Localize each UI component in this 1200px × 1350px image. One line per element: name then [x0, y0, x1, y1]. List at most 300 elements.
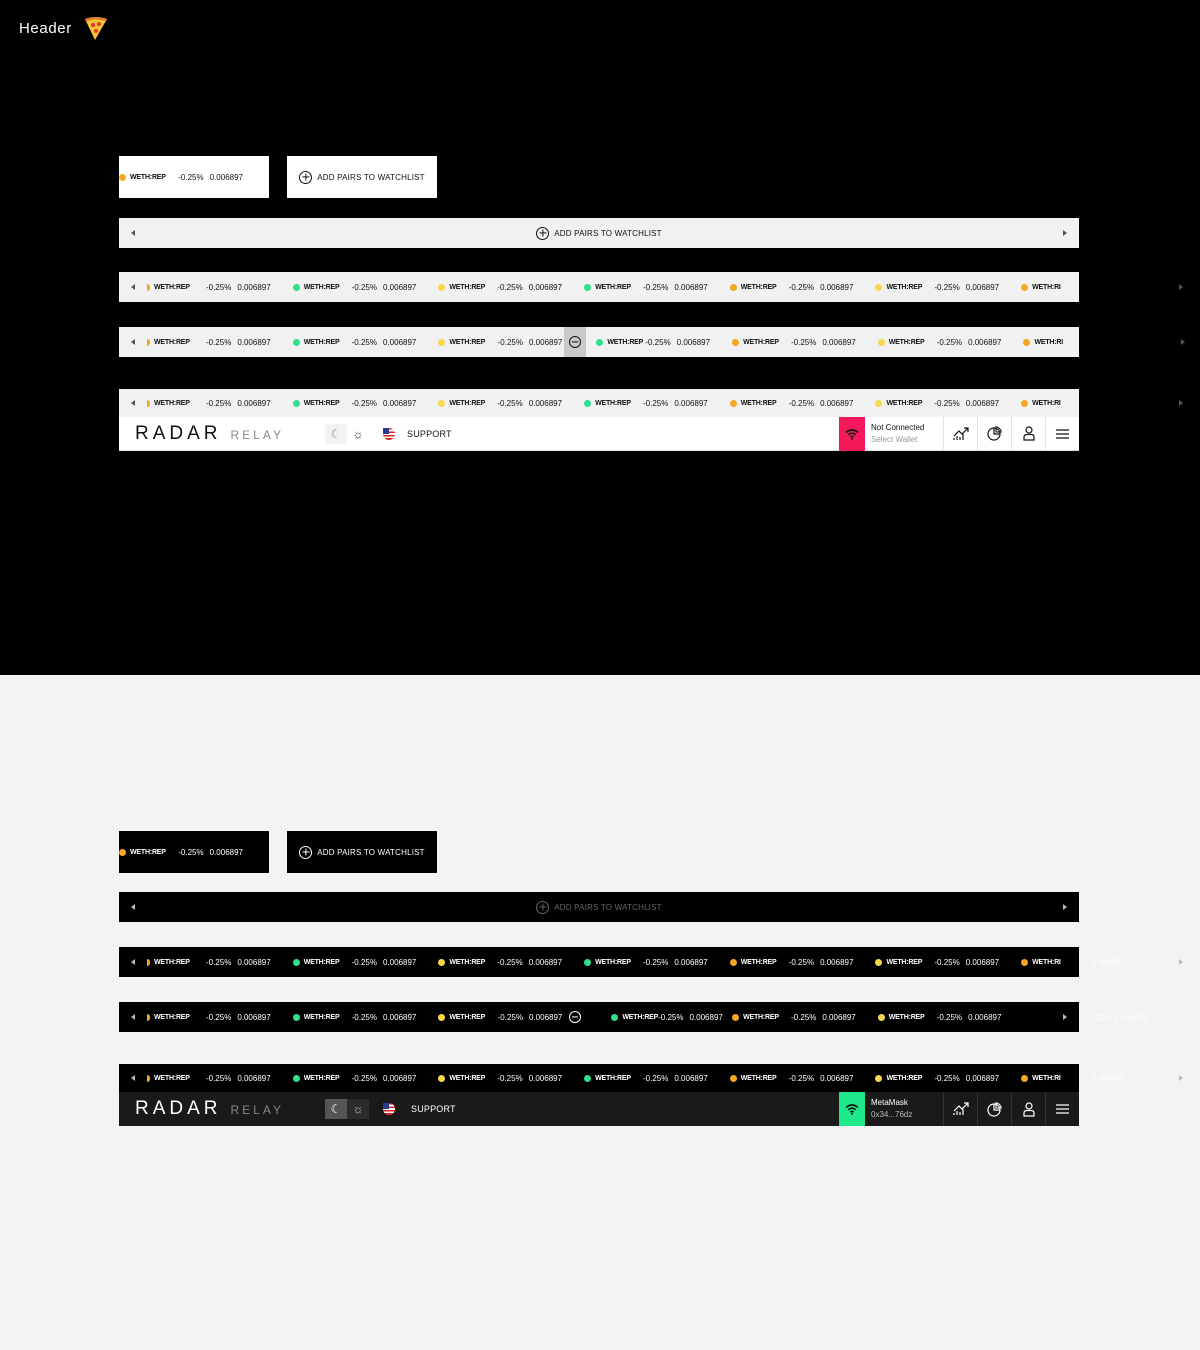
pair-change: -0.25% — [205, 282, 232, 292]
ticker-item[interactable] — [732, 1013, 878, 1022]
pair-name: WETH:REP — [154, 338, 190, 346]
pie-chart-icon — [987, 426, 1002, 441]
status-dot — [147, 1014, 150, 1021]
status-dot — [875, 959, 882, 966]
pair-name: WETH:REP — [303, 1013, 340, 1021]
ticker-item[interactable] — [438, 958, 584, 967]
ticker-bar — [119, 1064, 1079, 1092]
arrow-left-icon — [131, 230, 135, 236]
pair-name: WETH:REP — [888, 1013, 925, 1021]
minus-circle-icon — [569, 1011, 581, 1023]
watchlist-chip-card[interactable] — [119, 831, 269, 873]
ticker-item[interactable] — [147, 283, 293, 292]
pair-price: 0.006897 — [529, 1012, 563, 1022]
pair-name: WETH:REP — [449, 1074, 486, 1082]
overflow-ticker-text: -0.25% 0.006897 — [1086, 1014, 1147, 1023]
scroll-left-button[interactable] — [119, 272, 147, 302]
pair-name: WETH:REP — [449, 338, 486, 346]
portfolio-button[interactable] — [977, 1092, 1011, 1126]
sun-icon[interactable]: ☼ — [352, 426, 364, 441]
arrow-right-icon — [1063, 1014, 1067, 1020]
ticker-list — [147, 1002, 1051, 1032]
pair-price: 0.006897 — [528, 1073, 563, 1083]
pair-name: WETH:RI — [1032, 958, 1061, 966]
pair-name: WETH:RI — [1032, 399, 1061, 407]
scroll-right-button[interactable] — [1051, 892, 1079, 922]
logo[interactable] — [135, 423, 315, 445]
user-icon — [1023, 1102, 1035, 1117]
status-dot — [147, 1075, 150, 1082]
pair-change: -0.25% — [658, 1012, 684, 1022]
logo-main-text: RADAR — [135, 1098, 222, 1119]
chart-button[interactable] — [943, 417, 977, 451]
chart-button[interactable] — [943, 1092, 977, 1126]
ticker-item[interactable] — [293, 958, 439, 967]
arrow-right-icon — [1063, 904, 1067, 910]
status-dot — [584, 284, 591, 291]
pair-change: -0.25% — [934, 957, 960, 967]
pair-price: 0.006897 — [968, 1012, 1002, 1022]
ticker-item[interactable] — [584, 399, 730, 408]
status-dot — [119, 174, 126, 181]
pair-change: -0.25% — [497, 337, 523, 347]
pair-name: WETH:REP — [154, 958, 190, 966]
scroll-left-button[interactable] — [119, 389, 147, 417]
pair-name: WETH:REP — [886, 1074, 923, 1082]
wifi-icon — [845, 1103, 859, 1115]
ticker-item[interactable] — [147, 958, 293, 967]
pair-price: 0.006897 — [209, 847, 243, 857]
status-dot — [438, 400, 445, 407]
pair-price: 0.006897 — [383, 398, 417, 408]
pair-change: -0.25% — [205, 337, 232, 347]
pair-change: -0.25% — [936, 1012, 963, 1022]
ticker-list — [147, 947, 1167, 977]
theme-toggle[interactable] — [325, 1099, 369, 1119]
pair-price: 0.006897 — [822, 337, 856, 347]
pair-price: 0.006897 — [674, 282, 708, 292]
menu-icon — [1056, 429, 1069, 439]
status-dot — [875, 284, 882, 291]
pair-name: WETH:REP — [595, 1074, 631, 1082]
pair-name: WETH:REP — [595, 283, 631, 291]
ticker-item[interactable] — [293, 283, 439, 292]
status-dot — [119, 849, 126, 856]
status-dot — [438, 1075, 445, 1082]
pair-name: WETH:REP — [130, 848, 166, 856]
pair-name: WETH:REP — [740, 399, 777, 407]
status-dot — [878, 1014, 885, 1021]
ticker-bar-empty — [119, 218, 1079, 248]
pair-price: 0.006897 — [529, 337, 563, 347]
moon-icon[interactable]: ☾ — [325, 424, 347, 444]
pair-change: -0.25% — [205, 1073, 232, 1083]
status-dot — [1021, 1075, 1028, 1082]
plus-circle-icon — [299, 171, 312, 184]
status-dot — [1023, 339, 1030, 346]
pair-name: WETH:REP — [303, 399, 340, 407]
pair-price: 0.006897 — [237, 957, 271, 967]
ticker-item[interactable] — [732, 338, 878, 347]
ticker-item[interactable] — [147, 338, 293, 347]
menu-icon — [1056, 1104, 1069, 1114]
pair-name: WETH:REP — [740, 1074, 777, 1082]
pair-name: WETH:REP — [154, 399, 190, 407]
page-title — [19, 14, 110, 42]
scroll-left-button[interactable] — [119, 947, 147, 977]
ticker-item[interactable] — [293, 399, 439, 408]
ticker-item[interactable] — [584, 283, 730, 292]
scroll-right-button[interactable] — [1051, 1002, 1079, 1032]
wallet-status: MetaMask — [871, 1098, 908, 1107]
remove-pair-button[interactable] — [564, 327, 586, 357]
arrow-right-icon — [1179, 959, 1183, 965]
theme-toggle[interactable] — [325, 424, 369, 444]
ticker-bar-empty — [119, 892, 1079, 922]
pair-name: WETH:REP — [607, 338, 644, 346]
status-dot — [584, 1075, 591, 1082]
pair-change: -0.25% — [351, 337, 377, 347]
pair-name: WETH:REP — [303, 283, 340, 291]
pair-change: -0.25% — [351, 1073, 377, 1083]
pair-change: -0.25% — [178, 172, 204, 182]
ticker-item[interactable] — [147, 1074, 293, 1083]
ticker-item[interactable] — [875, 1074, 1021, 1083]
scroll-right-button[interactable] — [1169, 327, 1197, 357]
ticker-item[interactable] — [584, 958, 730, 967]
ticker-list — [147, 389, 1167, 417]
status-dot — [730, 959, 737, 966]
pair-name: WETH:REP — [303, 958, 340, 966]
pair-price: 0.006897 — [820, 282, 854, 292]
ticker-item[interactable] — [730, 283, 876, 292]
pair-price: 0.006897 — [209, 172, 243, 182]
status-dot — [875, 1075, 882, 1082]
pair-change: -0.25% — [788, 398, 815, 408]
pair-change: -0.25% — [643, 957, 669, 967]
pair-change: -0.25% — [497, 398, 523, 408]
pair-price: 0.006897 — [820, 1073, 854, 1083]
status-dot — [438, 339, 445, 346]
ticker-item[interactable] — [438, 283, 584, 292]
pair-price: 0.006897 — [383, 1012, 417, 1022]
arrow-left-icon — [131, 1075, 135, 1081]
pair-change: -0.25% — [205, 1012, 232, 1022]
account-button[interactable] — [1011, 1092, 1045, 1126]
pair-name: WETH:REP — [449, 1013, 486, 1021]
menu-button[interactable] — [1045, 417, 1079, 451]
ticker-item[interactable] — [730, 958, 876, 967]
pair-price: 0.006897 — [383, 1073, 417, 1083]
arrow-right-icon — [1181, 339, 1185, 345]
ticker-bar — [119, 947, 1079, 977]
pair-change: -0.25% — [351, 1012, 377, 1022]
pair-name: WETH:REP — [740, 958, 777, 966]
pair-change: -0.25% — [643, 282, 669, 292]
status-dot — [293, 284, 300, 291]
status-dot — [878, 339, 885, 346]
pair-name: WETH:REP — [886, 283, 923, 291]
ticker-list — [147, 327, 1169, 357]
status-dot — [584, 400, 591, 407]
status-dot — [1021, 284, 1028, 291]
account-button[interactable] — [1011, 417, 1045, 451]
ticker-item[interactable] — [586, 338, 732, 347]
status-dot — [730, 1075, 737, 1082]
portfolio-button[interactable] — [977, 417, 1011, 451]
arrow-left-icon — [131, 959, 135, 965]
pair-change: -0.25% — [934, 1073, 960, 1083]
arrow-left-icon — [131, 400, 135, 406]
status-dot — [147, 959, 150, 966]
ticker-item[interactable] — [147, 1013, 293, 1022]
pair-name: WETH:REP — [449, 958, 486, 966]
pair-price: 0.006897 — [237, 398, 271, 408]
overflow-ticker-text: 0.006897 — [1092, 1073, 1126, 1082]
overflow-ticker-text: 0.006897 — [1092, 958, 1126, 967]
pair-change: -0.25% — [497, 957, 523, 967]
arrow-left-icon — [131, 339, 135, 345]
scroll-left-button[interactable] — [119, 1064, 147, 1092]
remove-pair-button[interactable] — [564, 1002, 586, 1032]
ticker-item[interactable] — [293, 1013, 439, 1022]
ticker-item[interactable] — [438, 1074, 584, 1083]
pair-price: 0.006897 — [965, 282, 1000, 292]
status-dot — [293, 1014, 300, 1021]
status-dot — [438, 1014, 445, 1021]
chart-icon — [953, 1102, 969, 1116]
status-dot — [147, 400, 150, 407]
arrow-right-icon — [1063, 230, 1067, 236]
status-dot — [730, 284, 737, 291]
support-link[interactable]: SUPPORT — [411, 1104, 456, 1114]
status-dot — [438, 959, 445, 966]
pair-price: 0.006897 — [528, 282, 563, 292]
pair-change: -0.25% — [934, 398, 960, 408]
pair-name: WETH:REP — [743, 338, 779, 346]
navbar-dark — [119, 1092, 1079, 1126]
pair-price: 0.006897 — [965, 398, 1000, 408]
pair-change: -0.25% — [791, 337, 817, 347]
scroll-right-button[interactable] — [1167, 272, 1195, 302]
pair-price: 0.006897 — [965, 957, 1000, 967]
status-dot — [293, 400, 300, 407]
pizza-icon — [82, 14, 110, 42]
scroll-right-button[interactable] — [1167, 947, 1195, 977]
ticker-item[interactable] — [1023, 339, 1169, 346]
status-dot — [1021, 959, 1028, 966]
ticker-item[interactable] — [293, 338, 439, 347]
ticker-item-hovered[interactable] — [438, 338, 564, 347]
pair-price: 0.006897 — [965, 1073, 1000, 1083]
add-pairs-label: ADD PAIRS TO WATCHLIST — [317, 847, 425, 857]
pair-price: 0.006897 — [674, 1073, 708, 1083]
ticker-item[interactable] — [1021, 400, 1167, 407]
pair-name: WETH:REP — [595, 399, 631, 407]
plus-circle-icon — [536, 227, 549, 240]
status-dot — [293, 339, 300, 346]
add-pairs-button[interactable] — [147, 227, 1051, 240]
page-title-text: Header — [19, 19, 72, 37]
pair-price: 0.006897 — [674, 398, 708, 408]
pair-change: -0.25% — [645, 337, 671, 347]
wifi-icon — [845, 428, 859, 440]
pair-price: 0.006897 — [674, 957, 708, 967]
pair-change: -0.25% — [205, 957, 232, 967]
pair-name: WETH:REP — [303, 1074, 340, 1082]
pair-price: 0.006897 — [968, 337, 1002, 347]
pair-price: 0.006897 — [237, 1012, 271, 1022]
ticker-item[interactable] — [584, 1074, 730, 1083]
pair-name: WETH:REP — [886, 958, 923, 966]
pair-name: WETH:REP — [622, 1013, 659, 1021]
ticker-item[interactable] — [1021, 284, 1167, 291]
arrow-right-icon — [1179, 1075, 1183, 1081]
watchlist-chip-card[interactable] — [119, 156, 269, 198]
pair-change: -0.25% — [788, 957, 815, 967]
moon-icon[interactable]: ☾ — [325, 1099, 347, 1119]
status-dot — [1021, 400, 1028, 407]
pair-price: 0.006897 — [820, 957, 854, 967]
menu-button[interactable] — [1045, 1092, 1079, 1126]
status-dot — [730, 400, 737, 407]
arrow-left-icon — [131, 904, 135, 910]
pair-price: 0.006897 — [383, 337, 417, 347]
ticker-item[interactable] — [878, 1013, 1024, 1022]
pair-price: 0.006897 — [383, 957, 417, 967]
minus-circle-icon — [569, 336, 581, 348]
logo-sub-text: RELAY — [230, 427, 284, 442]
status-dot — [147, 284, 150, 291]
chart-icon — [953, 427, 969, 441]
pair-price: 0.006897 — [676, 337, 711, 347]
pair-name: WETH:REP — [886, 399, 923, 407]
ticker-item[interactable] — [875, 958, 1021, 967]
ticker-item[interactable] — [875, 399, 1021, 408]
add-pairs-button[interactable] — [147, 901, 1051, 914]
status-dot — [584, 959, 591, 966]
pair-price: 0.006897 — [689, 1012, 723, 1022]
arrow-left-icon — [131, 1014, 135, 1020]
pair-price: 0.006897 — [528, 957, 563, 967]
status-dot — [293, 1075, 300, 1082]
pair-name: WETH:REP — [743, 1013, 779, 1021]
scroll-right-button[interactable] — [1167, 389, 1195, 417]
add-pairs-button[interactable] — [287, 156, 437, 198]
pair-name: WETH:REP — [154, 1013, 190, 1021]
wallet-status: Not Connected — [871, 422, 925, 432]
logo[interactable] — [135, 1098, 315, 1120]
ticker-bar — [119, 389, 1079, 417]
ticker-item[interactable] — [293, 1074, 439, 1083]
pair-change: -0.25% — [205, 398, 232, 408]
us-flag-icon[interactable] — [383, 428, 395, 440]
scroll-left-button[interactable] — [119, 1002, 147, 1032]
status-dot — [147, 339, 150, 346]
pair-change: -0.25% — [178, 847, 204, 857]
plus-circle-icon — [536, 901, 549, 914]
pair-price: 0.006897 — [822, 1012, 856, 1022]
pair-price: 0.006897 — [237, 1073, 271, 1083]
connection-status-button[interactable] — [839, 417, 865, 451]
pair-name: WETH:RI — [1034, 338, 1063, 346]
ticker-item[interactable] — [878, 338, 1024, 347]
pair-name: WETH:REP — [303, 338, 340, 346]
status-dot — [293, 959, 300, 966]
logo-main-text: RADAR — [135, 422, 222, 444]
pair-change: -0.25% — [643, 1073, 669, 1083]
add-pairs-label: ADD PAIRS TO WATCHLIST — [554, 228, 662, 238]
support-link[interactable]: SUPPORT — [407, 428, 452, 439]
pair-name: WETH:REP — [130, 173, 166, 181]
add-pairs-button[interactable] — [287, 831, 437, 873]
pair-price: 0.006897 — [820, 398, 854, 408]
pair-name: WETH:REP — [888, 338, 925, 346]
pair-change: -0.25% — [497, 282, 523, 292]
ticker-item[interactable] — [438, 399, 584, 408]
ticker-item[interactable] — [730, 1074, 876, 1083]
light-showcase-section — [0, 675, 1200, 1350]
scroll-right-button[interactable] — [1167, 1064, 1195, 1092]
add-pairs-label: ADD PAIRS TO WATCHLIST — [554, 902, 662, 912]
pair-name: WETH:REP — [449, 399, 486, 407]
pie-chart-icon — [987, 1102, 1002, 1117]
arrow-right-icon — [1179, 284, 1183, 290]
pair-price: 0.006897 — [237, 282, 271, 292]
ticker-bar-hover — [119, 1002, 1079, 1032]
pair-change: -0.25% — [351, 957, 377, 967]
scroll-left-button[interactable] — [119, 218, 147, 248]
ticker-item[interactable] — [730, 399, 876, 408]
plus-circle-icon — [299, 846, 312, 859]
pair-change: -0.25% — [788, 282, 815, 292]
ticker-item[interactable] — [147, 399, 293, 408]
ticker-list — [147, 272, 1167, 302]
pair-price: 0.006897 — [237, 337, 271, 347]
logo-sub-text: RELAY — [230, 1103, 284, 1117]
pair-name: WETH:REP — [449, 283, 486, 291]
ticker-item[interactable] — [875, 283, 1021, 292]
ticker-list — [147, 1064, 1167, 1092]
wallet-address: 0x34...76dz — [871, 1110, 913, 1119]
pair-change: -0.25% — [351, 282, 377, 292]
scroll-left-button[interactable] — [119, 327, 147, 357]
wallet-selector[interactable] — [865, 417, 943, 451]
ticker-bar-hover — [119, 327, 1079, 357]
pair-change: -0.25% — [351, 398, 377, 408]
arrow-right-icon — [1179, 400, 1183, 406]
pair-name: WETH:RI — [1032, 1074, 1061, 1082]
pair-name: WETH:REP — [740, 283, 777, 291]
ticker-item-hovered[interactable] — [438, 1013, 564, 1022]
wallet-subtext: Select Wallet — [871, 434, 918, 444]
scroll-left-button[interactable] — [119, 892, 147, 922]
add-pairs-label: ADD PAIRS TO WATCHLIST — [317, 172, 425, 182]
wallet-selector[interactable] — [865, 1092, 943, 1126]
pair-change: -0.25% — [497, 1073, 523, 1083]
ticker-item[interactable] — [586, 1013, 732, 1022]
pair-name: WETH:REP — [154, 283, 190, 291]
scroll-right-button[interactable] — [1051, 218, 1079, 248]
pair-change: -0.25% — [791, 1012, 817, 1022]
pair-price: 0.006897 — [383, 282, 417, 292]
sun-icon[interactable]: ☼ — [347, 1099, 369, 1119]
user-icon — [1023, 426, 1035, 441]
pair-change: -0.25% — [643, 398, 669, 408]
us-flag-icon[interactable] — [383, 1103, 395, 1115]
status-dot — [875, 400, 882, 407]
connection-status-button[interactable] — [839, 1092, 865, 1126]
